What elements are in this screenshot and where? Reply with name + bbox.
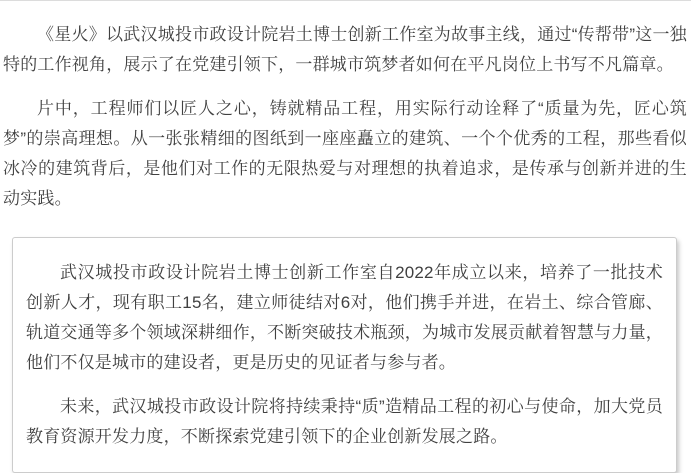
callout-paragraph-2: 未来，武汉城投市政设计院将持续秉持“质”造精品工程的初心与使命，加大党员教育资源开发力度，不断探索党建引领下的企业创新发展之路。 (26, 397, 663, 446)
body-paragraph-2: 片中，工程师们以匠人之心，铸就精品工程，用实际行动诠释了“质量为先，匠心筑梦”的崇高理想。从一张张精细的图纸到一座座矗立的建筑、一个个优秀的工程，那些看似冰冷的建筑背后，是他们对工作的无限热爱与对理想的执着追求，是传承与创新并进的生动实践。 (3, 98, 687, 208)
body-paragraph-1: 《星火》以武汉城投市政设计院岩土博士创新工作室为故事主线，通过“传帮带”这一独特的工作视角，展示了在党建引领下，一群城市筑梦者如何在平凡岗位上书写不凡篇章。 (3, 25, 687, 74)
callout-paragraph-1: 武汉城投市政设计院岩土博士创新工作室自2022年成立以来，培养了一批技术创新人才，现有职工15名，建立师徒结对6对，他们携手并进，在岩土、综合管廊、轨道交通等多个领域深耕细作，不断突破技术瓶颈，为城市发展贡献着智慧与力量，他们不仅是城市的建设者，更是历史的见证者与参与者。 (26, 263, 663, 373)
callout-box (12, 237, 677, 472)
article-body (0, 1, 691, 473)
